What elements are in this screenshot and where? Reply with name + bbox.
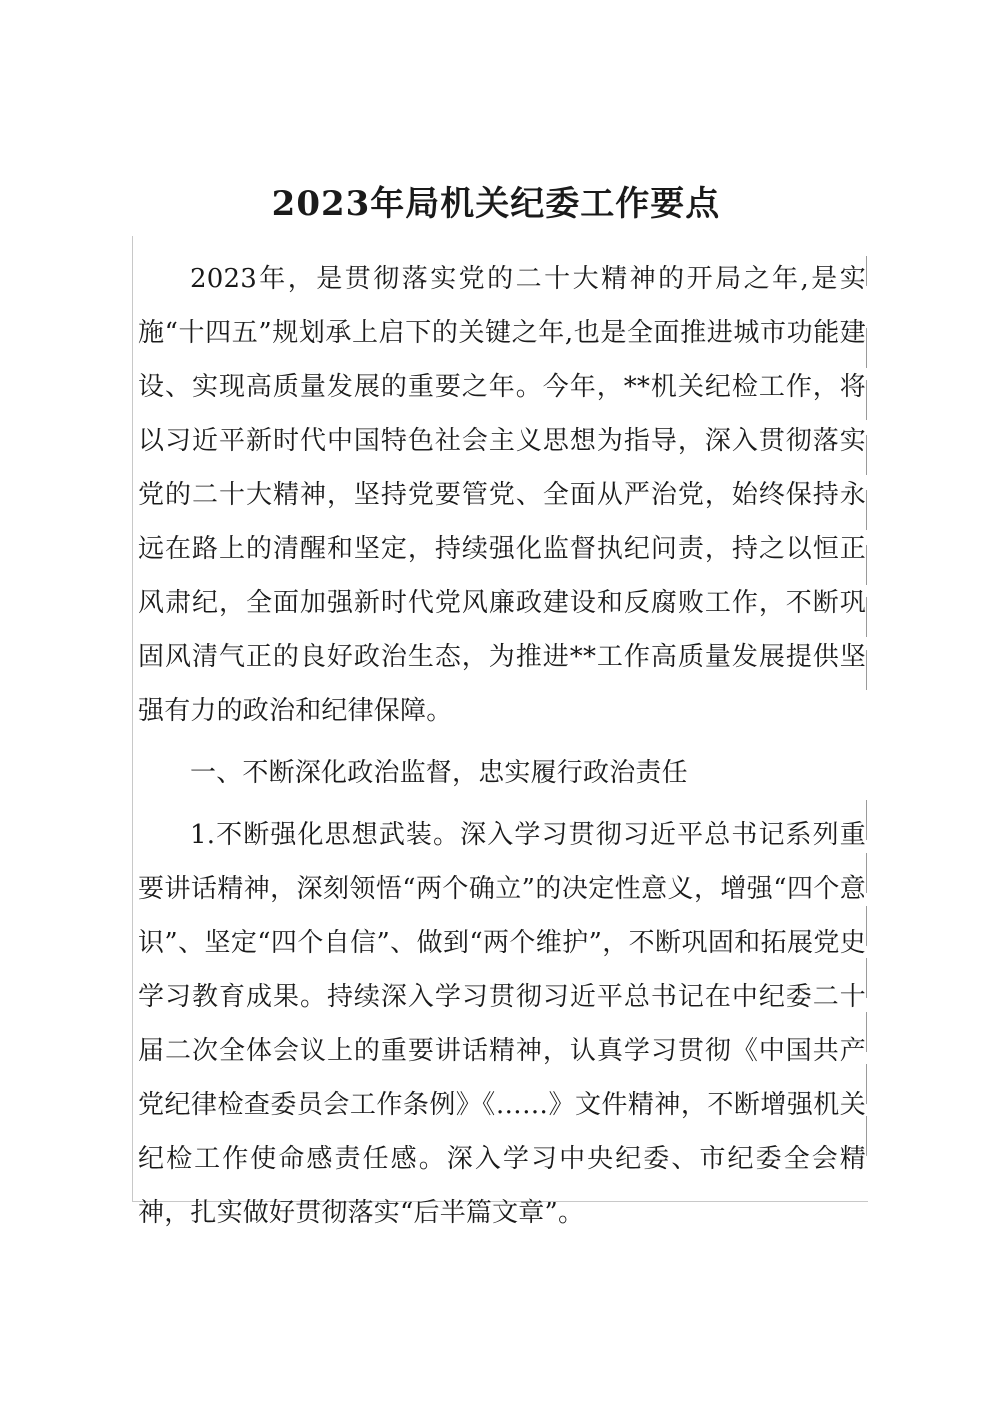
frame-mark (866, 1064, 867, 1104)
frame-mark (866, 328, 867, 368)
frame-mark (866, 650, 867, 690)
frame-mark (866, 545, 867, 585)
frame-mark (866, 1012, 867, 1052)
frame-mark (866, 800, 867, 840)
section-heading: 一、不断深化政治监督，忠实履行政治责任 (190, 758, 688, 788)
item-paragraph: 1.不断强化思想武装。深入学习贯彻习近平总书记系列重要讲话精神，深刻领悟“两个确立”的决定性意义，增强“四个意识”、坚定“四个自信”、做到“两个维护”，不断巩固和拓展党史学习教育成果。持续深入学习贯彻习近平总书记在中纪委二十届二次全体会议上的重要讲话精神，认真学习贯彻《中国共产党纪律检查委员会工作条例》《……》文件精神，不断增强机关纪检工作使命感责任感。深入学习中央纪委、市纪委全会精神，扎实做好贯彻落实“后半篇文章”。 (138, 820, 866, 1228)
frame-mark (866, 853, 867, 893)
frame-mark (866, 256, 867, 286)
frame-mark (866, 490, 867, 530)
frame-mark (866, 906, 867, 946)
frame-mark (866, 435, 867, 475)
intro-paragraph: 2023年，是贯彻落实党的二十大精神的开局之年,是实施“十四五”规划承上启下的关键之年,也是全面推进城市功能建设、实现高质量发展的重要之年。今年，**机关纪检工作，将以习近平新时代中国特色社会主义思想为指导，深入贯彻落实党的二十大精神，坚持党要管党、全面从严治党，始终保持永远在路上的清醒和坚定，持续强化监督执纪问责，持之以恒正风肃纪，全面加强新时代党风廉政建设和反腐败工作，不断巩固风清气正的良好政治生态，为推进**工作高质量发展提供坚强有力的政治和纪律保障。 (138, 264, 866, 726)
document-title: 2023年局机关纪委工作要点 (271, 184, 721, 224)
document-body (138, 252, 866, 1248)
frame-mark (866, 597, 867, 637)
frame-mark (866, 958, 867, 998)
frame-mark (866, 380, 867, 420)
frame-mark (866, 1116, 867, 1156)
